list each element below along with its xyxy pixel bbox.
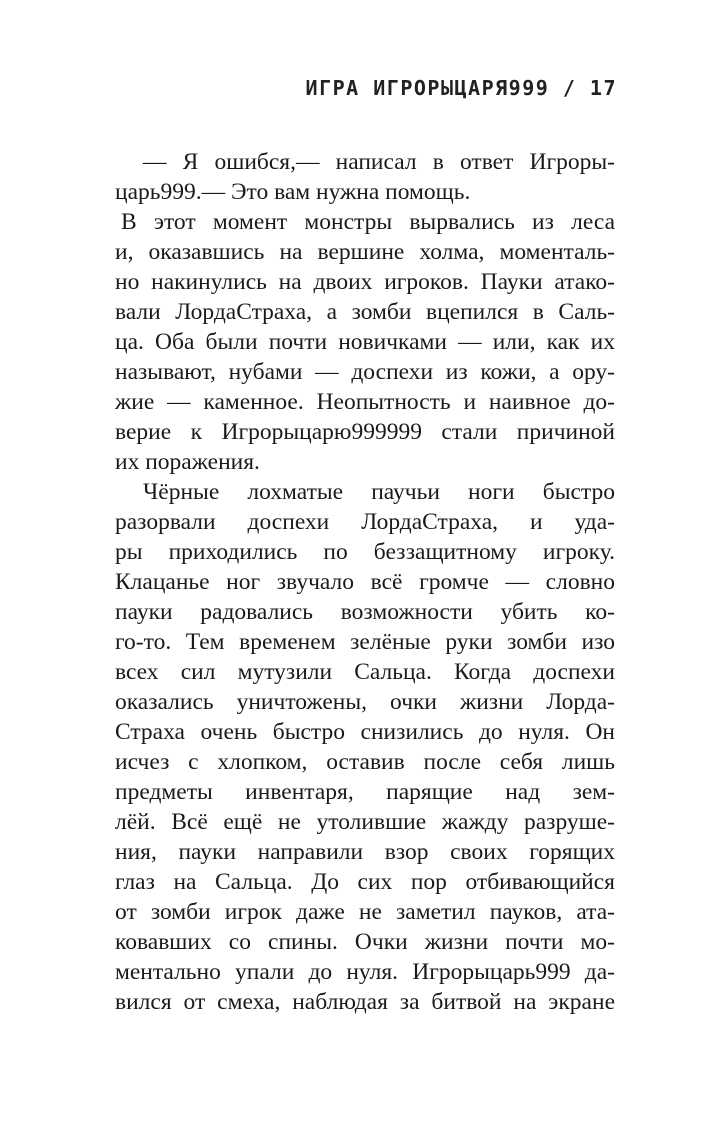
text-line: верие к Игрорыцарю999999 стали причиной [115,419,615,445]
text-line: В этот момент монстры вырвались из леса [121,209,615,235]
text-line: глаз на Сальца. До сих пор отбивающийся [115,869,615,895]
text-line: ментально упали до нуля. Игрорыцарь999 да- [115,959,615,985]
text-line: их поражения. [115,449,260,475]
text-line: ры приходились по беззащитному игроку. [115,539,615,565]
paragraph [115,477,615,1017]
text-line: лёй. Всё ещё не утолившие жажду разруше- [115,809,615,835]
text-line: — Я ошибся,— написал в ответ Игроры- [143,149,615,175]
text-line: от зомби игрок даже не заметил пауков, ата- [115,899,615,925]
text-line: жие — каменное. Неопытность и наивное до- [115,389,615,415]
text-line: пауки радовались возможности убить ко- [115,599,615,625]
text-line: называют, нубами — доспехи из кожи, а ору- [115,359,615,385]
text-line: ковавших со спины. Очки жизни почти мо- [115,929,615,955]
running-header: ИГРА ИГРОРЫЦАРЯ999 / 17 [305,76,617,100]
text-line: но накинулись на двоих игроков. Пауки атако- [115,269,615,295]
text-line: разорвали доспехи ЛордаСтраха, и уда- [115,509,615,535]
text-line: го-то. Тем временем зелёные руки зомби изо [115,629,615,655]
text-line: и, оказавшись на вершине холма, моменталь- [115,239,615,265]
text-line: оказались уничтожены, очки жизни Лорда- [115,689,615,715]
text-line: вали ЛордаСтраха, а зомби вцепился в Саль- [115,299,615,325]
text-line: вился от смеха, наблюдая за битвой на экране [115,989,615,1015]
text-line: ния, пауки направили взор своих горящих [115,839,615,865]
text-line: предметы инвентаря, парящие над зем- [115,779,615,805]
text-line: царь999.— Это вам нужна помощь. [115,179,471,205]
paragraph [115,147,615,207]
text-line: всех сил мутузили Сальца. Когда доспехи [115,659,615,685]
text-line: исчез с хлопком, оставив после себя лишь [115,749,615,775]
text-line: ца. Оба были почти новичками — или, как их [115,329,615,355]
text-line: Клацанье ног звучало всё громче — словно [115,569,615,595]
body-text [115,147,615,1017]
paragraph [115,207,615,477]
text-line: Чёрные лохматые паучьи ноги быстро [143,479,615,505]
text-line: Страха очень быстро снизились до нуля. Он [115,719,615,745]
